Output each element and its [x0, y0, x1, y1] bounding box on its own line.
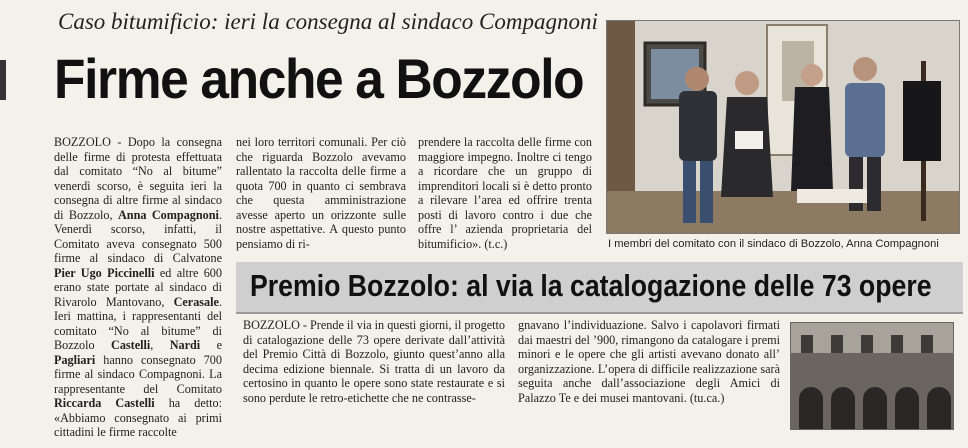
- article-column-1: [54, 135, 222, 440]
- article-headline: Firme anche a Bozzolo: [54, 47, 584, 110]
- bold-name: Riccarda Castelli: [54, 396, 155, 410]
- palazzo-photo-illustration: [791, 323, 953, 429]
- body-text: BOZZOLO - Dopo la consegna delle firme di protesta effettuata dal comitato “No al bitume” venerdì scorso, è seguita ieri la consegna di altre firme al sindaco di Bozzolo,: [54, 135, 222, 222]
- bold-name: Nardi: [169, 338, 201, 352]
- committee-photo-illustration: [607, 21, 959, 233]
- bold-name: Pier Ugo Piccinelli: [54, 265, 155, 280]
- photo-caption: I membri del comitato con il sindaco di Bozzolo, Anna Compagnoni: [608, 238, 939, 250]
- body-text: e: [200, 338, 222, 352]
- body-text: ,: [150, 338, 170, 352]
- body-text: ed altre 600 erano state portate al sindaco di Rivarolo Mantovano,: [54, 265, 222, 309]
- body-text: . Venerdì scorso, infatti, il Comitato aveva consegnato 500 firme al sindaco di Calvatone: [54, 207, 222, 265]
- bold-name: Pagliari: [54, 352, 96, 367]
- bold-name: Cerasale: [173, 294, 219, 309]
- article-column-2: nei loro territori comunali. Per ciò che riguarda Bozzolo avevamo rallentato la raccolta delle firme a quota 700 in quanto ci sembrava che questa amministrazione avesse aperto un orizzonte sulle nostre aspettative. A questo punto pensiamo di ri-: [236, 135, 406, 251]
- page-edge-mark: [0, 60, 6, 100]
- palazzo-photo: [790, 322, 954, 430]
- body-text: hanno consegnato 700 firme al sindaco Compagnoni. La rappresentante del Comitato: [54, 352, 222, 396]
- second-article-column-2: gnavano l’individuazione. Salvo i capolavori firmati dai maestri del ’900, rimangono da catalogare i premi minori e le opere che gli artisti avevano donato all’ organizzazione. L’opera di difficile realizzazione sarà seguita anche dall’associazione degli Amici di Palazzo Te e dei musei mantovani. (tu.ca.): [518, 318, 780, 405]
- divider-rule: [236, 312, 963, 314]
- body-text: . Ieri mattina, i rappresentanti del comitato “No al bitume” di Bozzolo: [54, 294, 222, 352]
- second-article-headline: Premio Bozzolo: al via la catalogazione delle 73 opere: [250, 268, 932, 303]
- committee-photo: [606, 20, 960, 234]
- bold-name: Castelli: [111, 338, 151, 352]
- article-kicker: Caso bitumificio: ieri la consegna al sindaco Compagnoni: [58, 9, 598, 34]
- body-text: ha detto: «Abbiamo consegnato ai primi cittadini le firme raccolte: [54, 396, 222, 439]
- article-column-3: prendere la raccolta delle firme con maggiore impegno. Inoltre ci tengo a ricordare che un gruppo di imprenditori locali si è detto pronto a rilevare l’area ed offrire trenta posti di lavoro contro i due che offre l’ azienda proprietaria del bitumificio». (t.c.): [418, 135, 592, 251]
- second-article-column-1: BOZZOLO - Prende il via in questi giorni, il progetto di catalogazione delle 73 opere derivate dall’attività del Premio Città di Bozzolo, giunto quest’anno alla decima edizione biennale. Si tratta di un lavoro da certosino in quanto le opere sono state restaurate e si sono perdute le retro-etichette che ne contrasse-: [243, 318, 505, 405]
- bold-name: Anna Compagnoni: [118, 207, 219, 222]
